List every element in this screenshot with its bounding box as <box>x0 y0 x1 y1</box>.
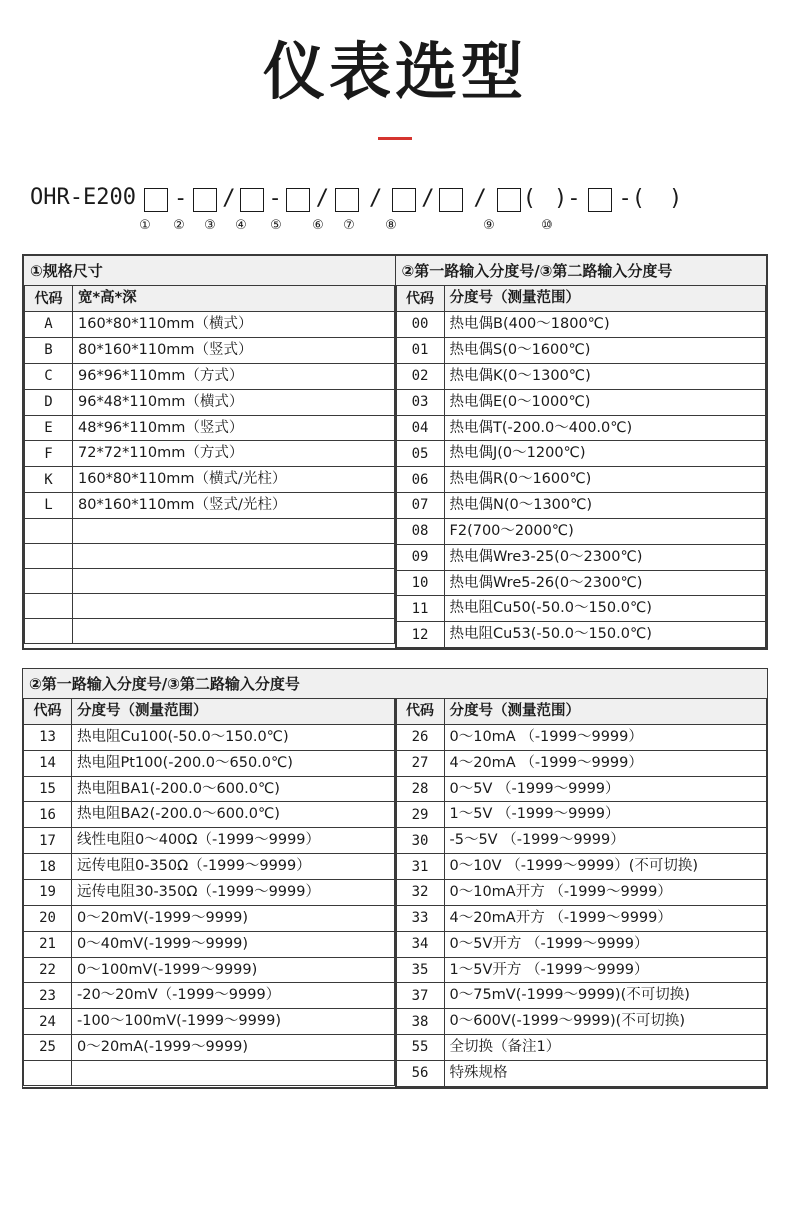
model-separator-6: / <box>421 186 435 212</box>
table-row <box>396 983 767 1009</box>
row-code: 07 <box>396 493 444 519</box>
row-desc: 48*96*110mm（竖式） <box>73 415 395 441</box>
row-code: 38 <box>396 1009 444 1035</box>
row-desc: 0～5V开方 （-1999～9999） <box>444 931 767 957</box>
row-desc: 全切换（备注1） <box>444 1035 767 1061</box>
model-paren-open: ( <box>522 186 536 212</box>
model-callouts <box>30 214 766 236</box>
column-header-desc: 宽*高*深 <box>73 286 395 311</box>
row-code: 02 <box>396 363 444 389</box>
row-code: 19 <box>24 880 72 906</box>
row-code: 10 <box>396 570 444 596</box>
callout-1: ① <box>139 217 151 233</box>
model-slot-1 <box>144 188 168 212</box>
callout-10: ⑩ <box>541 217 553 233</box>
model-code-section <box>0 172 790 236</box>
row-desc: 0～20mA(-1999～9999) <box>72 1035 395 1061</box>
row-desc: 80*160*110mm（竖式） <box>73 337 395 363</box>
table-row-empty <box>25 568 395 593</box>
row-desc: 72*72*110mm（方式） <box>73 441 395 467</box>
table-row <box>24 1035 395 1061</box>
table-row <box>396 622 766 648</box>
row-code: E <box>25 415 73 441</box>
row-code: 34 <box>396 931 444 957</box>
table-row <box>396 337 766 363</box>
table1-left-header: ①规格尺寸 <box>24 256 395 286</box>
table-row <box>25 467 395 493</box>
table-row <box>396 415 766 441</box>
table-row <box>24 802 395 828</box>
table-row <box>396 828 767 854</box>
table-row <box>396 1060 767 1086</box>
table-row <box>396 570 766 596</box>
row-desc: 远传电阻30-350Ω（-1999～9999） <box>72 880 395 906</box>
callout-8: ⑧ <box>385 217 397 233</box>
callout-6: ⑥ <box>312 217 324 233</box>
row-code: 17 <box>24 828 72 854</box>
table-row <box>24 854 395 880</box>
row-desc <box>73 518 395 543</box>
table-row-empty <box>25 593 395 618</box>
model-slot-2 <box>193 188 217 212</box>
table-row <box>396 905 767 931</box>
row-code: 25 <box>24 1035 72 1061</box>
row-code: F <box>25 441 73 467</box>
model-slot-9 <box>588 188 612 212</box>
table-row <box>396 724 767 750</box>
row-code: D <box>25 389 73 415</box>
row-code: 55 <box>396 1035 444 1061</box>
model-paren-final: ) <box>668 186 683 212</box>
column-header-code: 代码 <box>25 286 73 311</box>
model-slot-5 <box>335 188 359 212</box>
row-desc: 热电阻Pt100(-200.0～650.0℃) <box>72 750 395 776</box>
row-desc: 热电偶R(0～1600℃) <box>444 467 766 493</box>
table2-left-body <box>23 699 395 1086</box>
row-code: 16 <box>24 802 72 828</box>
row-desc: 0～75mV(-1999～9999)(不可切换) <box>444 983 767 1009</box>
row-code <box>25 518 73 543</box>
row-code <box>25 568 73 593</box>
row-code: 37 <box>396 983 444 1009</box>
table2-header: ②第一路输入分度号/③第二路输入分度号 <box>23 669 767 699</box>
row-desc: 1～5V开方 （-1999～9999） <box>444 957 767 983</box>
row-desc: 96*96*110mm（方式） <box>73 363 395 389</box>
row-desc: 热电阻Cu100(-50.0～150.0℃) <box>72 724 395 750</box>
table-row <box>396 802 767 828</box>
row-desc <box>73 618 395 643</box>
table-row <box>24 931 395 957</box>
row-code: 35 <box>396 957 444 983</box>
row-code: 04 <box>396 415 444 441</box>
title-divider <box>378 137 412 140</box>
row-code: 08 <box>396 518 444 544</box>
table-row <box>396 880 767 906</box>
row-code: L <box>25 493 73 519</box>
row-code: 01 <box>396 337 444 363</box>
table-row <box>24 983 395 1009</box>
model-slot-3 <box>240 188 264 212</box>
row-desc: -5～5V （-1999～9999） <box>444 828 767 854</box>
table-header-row <box>396 286 766 311</box>
row-desc: 热电偶S(0～1600℃) <box>444 337 766 363</box>
row-desc: 160*80*110mm（横式） <box>73 312 395 338</box>
row-code <box>25 618 73 643</box>
row-desc: 热电偶B(400～1800℃) <box>444 312 766 338</box>
column-header-desc: 分度号（测量范围） <box>444 286 766 311</box>
row-code: 56 <box>396 1060 444 1086</box>
model-separator-7: / <box>473 186 487 212</box>
table-row <box>396 518 766 544</box>
row-code: 24 <box>24 1009 72 1035</box>
row-code: 27 <box>396 750 444 776</box>
model-slot-7 <box>439 188 463 212</box>
callout-9: ⑨ <box>483 217 495 233</box>
row-code: A <box>25 312 73 338</box>
row-desc: 热电偶N(0～1300℃) <box>444 493 766 519</box>
model-separator-1: - <box>173 186 188 212</box>
callout-7: ⑦ <box>343 217 355 233</box>
table-row <box>25 441 395 467</box>
row-desc: 0～100mV(-1999～9999) <box>72 957 395 983</box>
row-code: 20 <box>24 905 72 931</box>
column-header-code: 代码 <box>396 286 444 311</box>
row-code: 09 <box>396 544 444 570</box>
model-dash-paren: -( <box>618 186 645 212</box>
row-desc: 远传电阻0-350Ω（-1999～9999） <box>72 854 395 880</box>
row-desc: 热电偶E(0～1000℃) <box>444 389 766 415</box>
table-row <box>396 776 767 802</box>
callout-3: ③ <box>204 217 216 233</box>
table-1 <box>22 254 768 650</box>
table-row <box>24 905 395 931</box>
table-row <box>396 363 766 389</box>
row-code <box>25 543 73 568</box>
row-desc: 1～5V （-1999～9999） <box>444 802 767 828</box>
row-desc: 热电偶K(0～1300℃) <box>444 363 766 389</box>
table-row <box>25 493 395 519</box>
row-code: B <box>25 337 73 363</box>
row-code: 23 <box>24 983 72 1009</box>
table1-right-body <box>396 286 767 648</box>
model-paren-close-dash: )- <box>553 186 581 212</box>
column-header-code: 代码 <box>24 699 72 724</box>
row-code: 14 <box>24 750 72 776</box>
row-desc: 4～20mA开方 （-1999～9999） <box>444 905 767 931</box>
table-row <box>24 776 395 802</box>
table1-left-body <box>24 286 395 644</box>
row-desc: 热电偶J(0～1200℃) <box>444 441 766 467</box>
row-desc: F2(700～2000℃) <box>444 518 766 544</box>
table-row-empty <box>24 1060 395 1085</box>
row-code: 15 <box>24 776 72 802</box>
row-desc: -20～20mV（-1999～9999） <box>72 983 395 1009</box>
table-row <box>25 312 395 338</box>
row-code: 30 <box>396 828 444 854</box>
model-separator-4: / <box>315 186 329 212</box>
column-header-desc: 分度号（测量范围） <box>72 699 395 724</box>
row-code: 31 <box>396 854 444 880</box>
model-separator-2: / <box>222 186 236 212</box>
model-slot-8 <box>497 188 521 212</box>
row-desc: 0～10mA开方 （-1999～9999） <box>444 880 767 906</box>
model-separator-3: - <box>268 186 282 212</box>
table-row <box>396 441 766 467</box>
column-header-code: 代码 <box>396 699 444 724</box>
table1-right-header: ②第一路输入分度号/③第二路输入分度号 <box>396 256 767 286</box>
table-row <box>396 389 766 415</box>
row-desc: 0～20mV(-1999～9999) <box>72 905 395 931</box>
row-code: C <box>25 363 73 389</box>
row-code: 29 <box>396 802 444 828</box>
table-row-empty <box>25 543 395 568</box>
row-desc: 0～5V （-1999～9999） <box>444 776 767 802</box>
row-desc: 0～40mV(-1999～9999) <box>72 931 395 957</box>
table-header-row <box>24 699 395 724</box>
row-code: 18 <box>24 854 72 880</box>
callout-5: ⑤ <box>270 217 282 233</box>
row-desc: -100～100mV(-1999～9999) <box>72 1009 395 1035</box>
row-code: 05 <box>396 441 444 467</box>
column-header-desc: 分度号（测量范围） <box>444 699 767 724</box>
row-desc: 96*48*110mm（横式） <box>73 389 395 415</box>
row-desc: 80*160*110mm（竖式/光柱） <box>73 493 395 519</box>
table-row <box>396 1009 767 1035</box>
callout-2: ② <box>173 217 185 233</box>
row-desc: 热电阻BA2(-200.0～600.0℃) <box>72 802 395 828</box>
row-code: 26 <box>396 724 444 750</box>
table-row <box>396 931 767 957</box>
table-row <box>396 544 766 570</box>
callout-4: ④ <box>235 217 247 233</box>
table-row <box>25 363 395 389</box>
table-row <box>396 312 766 338</box>
table-row <box>25 389 395 415</box>
row-desc: 热电阻Cu53(-50.0～150.0℃) <box>444 622 766 648</box>
row-desc: 线性电阻0～400Ω（-1999～9999） <box>72 828 395 854</box>
model-name: OHR-E200 <box>30 185 136 211</box>
table-row <box>24 957 395 983</box>
table-row <box>24 1009 395 1035</box>
table-row-empty <box>25 618 395 643</box>
page-title: 仪表选型 <box>262 35 527 108</box>
row-code: K <box>25 467 73 493</box>
model-code-line <box>30 172 766 212</box>
row-desc: 0～600V(-1999～9999)(不可切换) <box>444 1009 767 1035</box>
row-desc: 160*80*110mm（横式/光柱） <box>73 467 395 493</box>
table-row <box>24 724 395 750</box>
model-slot-6 <box>392 188 416 212</box>
table-row <box>396 596 766 622</box>
row-code: 33 <box>396 905 444 931</box>
table-header-row <box>25 286 395 311</box>
table-row <box>396 1035 767 1061</box>
row-desc: 热电阻Cu50(-50.0～150.0℃) <box>444 596 766 622</box>
table-row <box>396 750 767 776</box>
row-desc <box>73 593 395 618</box>
row-code: 28 <box>396 776 444 802</box>
row-desc: 热电偶Wre3-25(0～2300℃) <box>444 544 766 570</box>
table-row-empty <box>25 518 395 543</box>
row-code <box>25 593 73 618</box>
row-desc: 热电阻BA1(-200.0～600.0℃) <box>72 776 395 802</box>
table-row <box>396 854 767 880</box>
model-separator-5: / <box>368 186 383 212</box>
row-desc <box>72 1060 395 1085</box>
table-row <box>396 957 767 983</box>
row-code: 12 <box>396 622 444 648</box>
table-row <box>396 493 766 519</box>
table-row <box>24 750 395 776</box>
row-code: 03 <box>396 389 444 415</box>
model-slot-4 <box>286 188 310 212</box>
row-desc: 热电偶Wre5-26(0～2300℃) <box>444 570 766 596</box>
table-row <box>24 880 395 906</box>
row-code <box>24 1060 72 1085</box>
table-row <box>25 415 395 441</box>
table-row <box>25 337 395 363</box>
row-desc: 4～20mA （-1999～9999） <box>444 750 767 776</box>
row-desc: 0～10V （-1999～9999）(不可切换) <box>444 854 767 880</box>
row-code: 32 <box>396 880 444 906</box>
row-code: 13 <box>24 724 72 750</box>
table2-right-body <box>396 699 768 1087</box>
row-desc <box>73 568 395 593</box>
table-row <box>396 467 766 493</box>
table-2 <box>22 668 768 1089</box>
row-code: 21 <box>24 931 72 957</box>
row-code: 22 <box>24 957 72 983</box>
row-desc: 0～10mA （-1999～9999） <box>444 724 767 750</box>
row-desc: 特殊规格 <box>444 1060 767 1086</box>
row-desc <box>73 543 395 568</box>
row-code: 11 <box>396 596 444 622</box>
table-row <box>24 828 395 854</box>
row-code: 06 <box>396 467 444 493</box>
table-header-row <box>396 699 767 724</box>
row-code: 00 <box>396 312 444 338</box>
row-desc: 热电偶T(-200.0～400.0℃) <box>444 415 766 441</box>
